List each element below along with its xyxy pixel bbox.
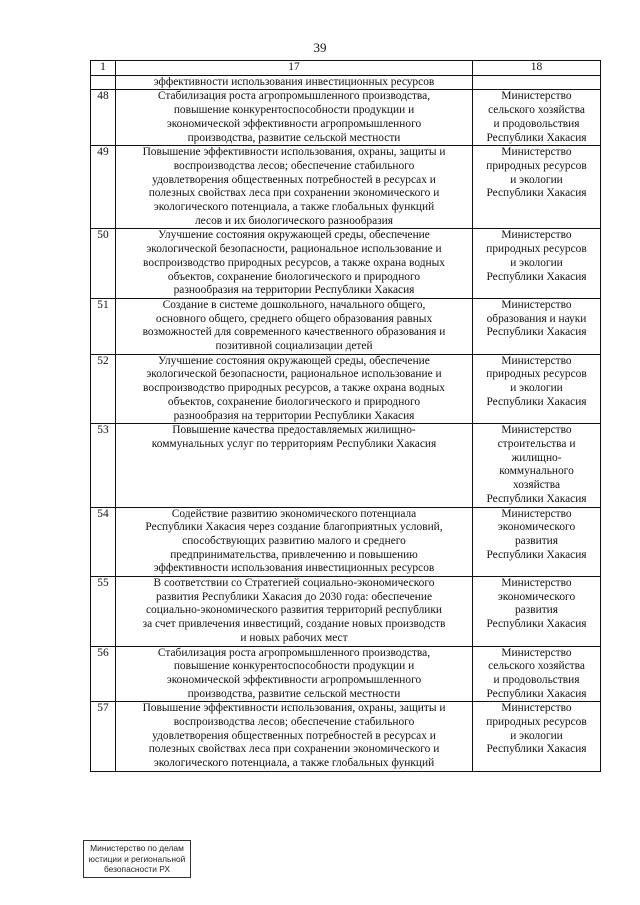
goal-line: объектов, сохранение биологического и природного bbox=[167, 270, 421, 283]
row-number: 48 bbox=[91, 90, 116, 146]
responsible-ministry bbox=[473, 229, 601, 299]
ministry-line: Республики Хакасия bbox=[486, 395, 587, 408]
ministry-line: Министерство bbox=[501, 646, 572, 659]
goal-line: полезных свойствах леса при сохранении экономического и bbox=[148, 743, 440, 756]
stamp-line: юстиции и региональной bbox=[88, 853, 186, 864]
ministry-line: экономического bbox=[497, 590, 576, 603]
goal-line: воспроизводство природных ресурсов, а также охрана водных bbox=[143, 382, 445, 395]
continuation-dept-cell bbox=[473, 75, 601, 90]
goal-line: развития Республики Хакасия до 2030 года: обеспечение bbox=[155, 590, 433, 603]
row-number: 49 bbox=[91, 146, 116, 229]
table-row bbox=[91, 90, 601, 146]
responsible-ministry bbox=[473, 646, 601, 702]
ministry-line: Министерство bbox=[501, 298, 572, 311]
continuation-text: эффективности использования инвестиционных ресурсов bbox=[116, 75, 473, 90]
ministry-line: Республики Хакасия bbox=[486, 270, 587, 283]
goal-line: экономической эффективности агропромышленного bbox=[166, 673, 422, 686]
goal-line: Улучшение состояния окружающей среды, обеспечение bbox=[158, 354, 430, 367]
goal-line: Стабилизация роста агропромышленного производства, bbox=[157, 646, 431, 659]
goal-text bbox=[116, 507, 473, 577]
goal-line: лесов и их биологического разнообразия bbox=[195, 214, 393, 227]
header-col-num: 1 bbox=[91, 61, 116, 76]
table-header-row bbox=[91, 61, 601, 76]
ministry-line: сельского хозяйства bbox=[488, 660, 585, 673]
ministry-line: природных ресурсов bbox=[486, 716, 587, 729]
goal-text bbox=[116, 702, 473, 772]
goal-text bbox=[116, 298, 473, 354]
ministry-line: развития bbox=[514, 604, 559, 617]
goal-line: Создание в системе дошкольного, начального общего, bbox=[162, 298, 426, 311]
goal-line: способствующих развитию малого и среднего bbox=[182, 534, 406, 547]
goal-text bbox=[116, 229, 473, 299]
table-row bbox=[91, 507, 601, 577]
ministry-line: Республики Хакасия bbox=[486, 743, 587, 756]
goal-line: экологической безопасности, рациональное использование и bbox=[146, 243, 442, 256]
table-row bbox=[91, 229, 601, 299]
ministry-line: Министерство bbox=[501, 90, 572, 103]
goal-line: коммунальных услуг по территориям Республики Хакасия bbox=[151, 437, 437, 450]
ministry-line: природных ресурсов bbox=[486, 159, 587, 172]
responsible-ministry bbox=[473, 298, 601, 354]
ministry-line: Республики Хакасия bbox=[486, 187, 587, 200]
ministry-line: природных ресурсов bbox=[486, 243, 587, 256]
goal-line: Повышение эффективности использования, охраны, защиты и bbox=[142, 702, 446, 715]
goal-line: Стабилизация роста агропромышленного производства, bbox=[157, 90, 431, 103]
ministry-line: Министерство bbox=[501, 577, 572, 590]
goals-table bbox=[90, 60, 601, 772]
ministry-line: хозяйства bbox=[512, 479, 561, 492]
responsible-ministry bbox=[473, 146, 601, 229]
stamp-line: Министерство по делам bbox=[90, 843, 184, 853]
ministry-line: Министерство bbox=[501, 146, 572, 159]
continuation-row bbox=[91, 75, 601, 90]
goal-line: экономической эффективности агропромышленного bbox=[166, 117, 422, 130]
goal-line: и новых рабочих мест bbox=[240, 631, 348, 644]
goal-line: экологического потенциала, а также глобальных функций bbox=[153, 757, 435, 770]
row-number: 57 bbox=[91, 702, 116, 772]
ministry-line: Республики Хакасия bbox=[486, 492, 587, 505]
goal-text bbox=[116, 90, 473, 146]
goal-text bbox=[116, 646, 473, 702]
goal-line: разнообразия на территории Республики Хакасия bbox=[173, 409, 415, 422]
table-row bbox=[91, 298, 601, 354]
responsible-ministry bbox=[473, 577, 601, 647]
ministry-line: природных ресурсов bbox=[486, 368, 587, 381]
ministry-line: и экологии bbox=[510, 173, 563, 186]
ministry-line: Республики Хакасия bbox=[486, 326, 587, 339]
row-number: 52 bbox=[91, 354, 116, 424]
row-number: 55 bbox=[91, 577, 116, 647]
ministry-line: Республики Хакасия bbox=[486, 618, 587, 631]
goal-line: производства, развитие сельской местности bbox=[187, 687, 401, 700]
responsible-ministry bbox=[473, 702, 601, 772]
goal-line: воспроизводства лесов; обеспечение стабильного bbox=[173, 716, 415, 729]
ministry-line: и экологии bbox=[510, 256, 563, 269]
goal-line: удовлетворения общественных потребностей в ресурсах и bbox=[152, 729, 436, 742]
goal-line: повышение конкурентоспособности продукции и bbox=[173, 104, 415, 117]
goal-line: воспроизводство природных ресурсов, а также охрана водных bbox=[143, 256, 445, 269]
ministry-line: развития bbox=[514, 534, 559, 547]
registration-stamp bbox=[83, 840, 191, 878]
table-row bbox=[91, 424, 601, 507]
goal-text bbox=[116, 424, 473, 507]
ministry-line: строительства и bbox=[497, 437, 576, 450]
row-number: 51 bbox=[91, 298, 116, 354]
header-col-goal: 17 bbox=[116, 61, 473, 76]
ministry-line: Республики Хакасия bbox=[486, 687, 587, 700]
ministry-line: и экологии bbox=[510, 382, 563, 395]
goal-line: Повышение качества предоставляемых жилищно- bbox=[172, 424, 416, 437]
row-number: 50 bbox=[91, 229, 116, 299]
table-row bbox=[91, 646, 601, 702]
ministry-line: коммунального bbox=[499, 465, 574, 478]
goal-line: экологической безопасности, рациональное использование и bbox=[146, 368, 442, 381]
goal-line: разнообразия на территории Республики Хакасия bbox=[173, 284, 415, 297]
goal-line: удовлетворения общественных потребностей в ресурсах и bbox=[152, 173, 436, 186]
responsible-ministry bbox=[473, 507, 601, 577]
ministry-line: образования и науки bbox=[486, 312, 587, 325]
goal-line: полезных свойствах леса при сохранении экономического и bbox=[148, 187, 440, 200]
stamp-line: безопасности РХ bbox=[103, 864, 171, 874]
goal-line: за счет привлечения инвестиций, создание новых производств bbox=[142, 618, 446, 631]
ministry-line: Республики Хакасия bbox=[486, 548, 587, 561]
row-number: 56 bbox=[91, 646, 116, 702]
goal-line: Республики Хакасия через создание благоприятных условий, bbox=[145, 521, 443, 534]
table-row bbox=[91, 354, 601, 424]
responsible-ministry bbox=[473, 354, 601, 424]
goal-line: экологического потенциала, а также глобальных функций bbox=[153, 201, 435, 214]
table-row bbox=[91, 702, 601, 772]
ministry-line: Министерство bbox=[501, 507, 572, 520]
row-number: 54 bbox=[91, 507, 116, 577]
goal-text bbox=[116, 146, 473, 229]
goal-text bbox=[116, 577, 473, 647]
ministry-line: Республики Хакасия bbox=[486, 131, 587, 144]
goal-line: производства, развитие сельской местности bbox=[187, 131, 401, 144]
goal-line: социально-экономического развития территорий республики bbox=[146, 604, 442, 617]
goal-line: Повышение эффективности использования, охраны, защиты и bbox=[142, 146, 446, 159]
goal-line: воспроизводства лесов; обеспечение стабильного bbox=[173, 159, 415, 172]
goal-line: повышение конкурентоспособности продукции и bbox=[173, 660, 415, 673]
continuation-num-cell bbox=[91, 75, 116, 90]
responsible-ministry bbox=[473, 90, 601, 146]
goal-line: Содействие развитию экономического потенциала bbox=[171, 507, 417, 520]
row-number: 53 bbox=[91, 424, 116, 507]
ministry-line: и экологии bbox=[510, 729, 563, 742]
table-row bbox=[91, 146, 601, 229]
ministry-line: жилищно- bbox=[511, 451, 562, 464]
goal-line: возможностей для современного качественного образования и bbox=[142, 326, 446, 339]
ministry-line: Министерство bbox=[501, 229, 572, 242]
goal-line: предпринимательства, привлечению и повышению bbox=[170, 548, 418, 561]
header-col-responsible: 18 bbox=[473, 61, 601, 76]
ministry-line: сельского хозяйства bbox=[488, 104, 585, 117]
goal-line: позитивной социализации детей bbox=[215, 340, 373, 353]
table-row bbox=[91, 577, 601, 647]
ministry-line: и продовольствия bbox=[493, 673, 580, 686]
goal-line: В соответствии со Стратегией социально-экономического bbox=[153, 577, 435, 590]
ministry-line: Министерство bbox=[501, 354, 572, 367]
goal-line: эффективности использования инвестиционных ресурсов bbox=[153, 562, 435, 575]
ministry-line: и продовольствия bbox=[493, 117, 580, 130]
page-number: 39 bbox=[313, 40, 327, 55]
ministry-line: Министерство bbox=[501, 702, 572, 715]
goal-line: Улучшение состояния окружающей среды, обеспечение bbox=[158, 229, 430, 242]
ministry-line: Министерство bbox=[501, 424, 572, 437]
goal-text bbox=[116, 354, 473, 424]
ministry-line: экономического bbox=[497, 521, 576, 534]
goal-line: основного общего, среднего общего образования равных bbox=[155, 312, 433, 325]
goal-line: объектов, сохранение биологического и природного bbox=[167, 395, 421, 408]
responsible-ministry bbox=[473, 424, 601, 507]
